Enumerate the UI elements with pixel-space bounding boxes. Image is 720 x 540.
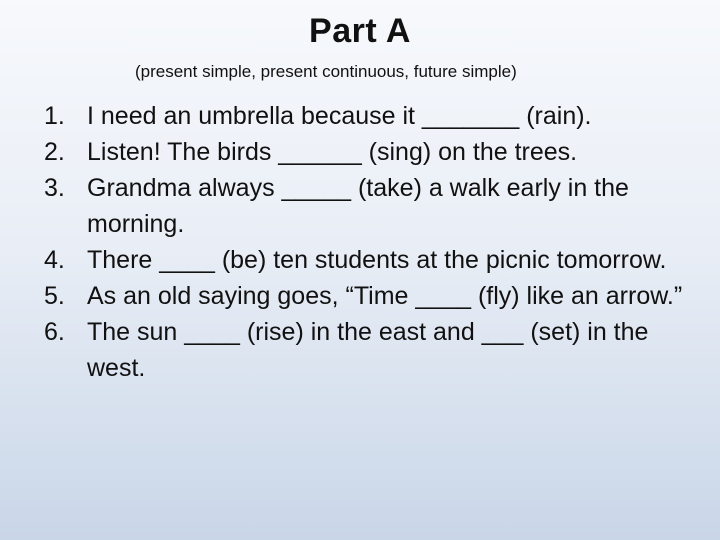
list-item xyxy=(44,314,704,386)
question-text: Grandma always _____ (take) a walk early in the morning. xyxy=(87,174,629,238)
list-item xyxy=(44,170,704,242)
question-number: 2. xyxy=(44,138,65,166)
question-number: 5. xyxy=(44,282,65,310)
question-text: Listen! The birds ______ (sing) on the trees. xyxy=(87,138,578,166)
question-number: 4. xyxy=(44,246,65,274)
question-text: I need an umbrella because it _______ (rain). xyxy=(87,102,592,130)
question-text: As an old saying goes, “Time ____ (fly) like an arrow.” xyxy=(87,282,683,310)
list-item xyxy=(44,134,704,170)
question-number: 3. xyxy=(44,174,65,202)
page-title: Part A xyxy=(309,12,411,50)
question-list xyxy=(44,98,704,386)
list-item xyxy=(44,98,704,134)
subtitle: (present simple, present continuous, future simple) xyxy=(135,62,517,81)
question-text: The sun ____ (rise) in the east and ___ (set) in the west. xyxy=(87,318,649,382)
question-text: There ____ (be) ten students at the picnic tomorrow. xyxy=(87,246,667,274)
question-number: 6. xyxy=(44,318,65,346)
list-item xyxy=(44,278,704,314)
question-number: 1. xyxy=(44,102,65,130)
list-item xyxy=(44,242,704,278)
